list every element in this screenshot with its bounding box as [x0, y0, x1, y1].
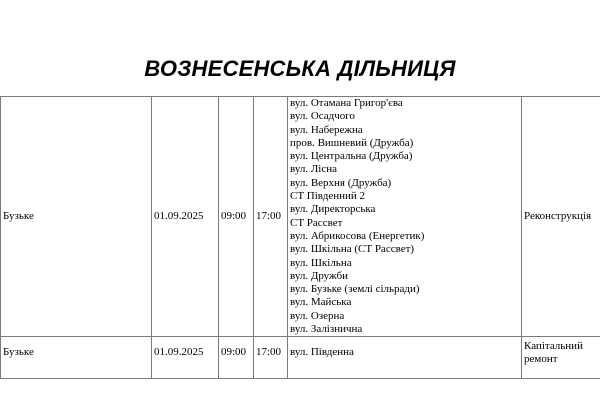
page-title: ВОЗНЕСЕНСЬКА ДІЛЬНИЦЯ	[144, 56, 456, 81]
street-item: вул. Дружби	[290, 269, 348, 282]
street-item: вул. Лісна	[290, 163, 337, 176]
street-item: вул. Отамана Григор'єва	[290, 97, 403, 109]
street-item: вул. Залізнична	[290, 323, 363, 336]
table-row	[1, 337, 600, 379]
street-item: СТ Рассвет	[290, 216, 343, 229]
street-item: вул. Шкільна (СТ Рассвет)	[290, 243, 415, 256]
work-type-cell: Капітальний ремонт	[522, 337, 600, 379]
settlement-cell: Бузьке	[1, 337, 152, 379]
street-item: вул. Верхня (Дружба)	[290, 176, 392, 189]
street-item: вул. Абрикосова (Енергетик)	[290, 229, 425, 242]
time-to-cell: 17:00	[254, 337, 288, 379]
street-item: вул. Шкільна	[290, 256, 352, 269]
streets-cell	[288, 97, 522, 337]
street-item: вул. Директорська	[290, 203, 376, 216]
time-from-cell: 09:00	[219, 337, 254, 379]
street-item: вул. Південна	[290, 346, 354, 359]
street-item: вул. Центральна (Дружба)	[290, 150, 413, 163]
settlement-cell: Бузьке	[1, 97, 152, 337]
streets-cell	[288, 337, 522, 379]
street-item: вул. Майська	[290, 296, 352, 309]
street-item: вул. Набережна	[290, 123, 363, 136]
street-item: СТ Південний 2	[290, 190, 366, 203]
table-row	[1, 97, 600, 337]
outage-schedule-table	[0, 96, 600, 379]
street-item: вул. Озерна	[290, 309, 345, 322]
time-to-cell: 17:00	[254, 97, 288, 337]
street-item: вул. Осадчого	[290, 110, 356, 123]
work-type-cell: Реконструкція	[522, 97, 600, 337]
street-item: вул. Бузьке (землі сільради)	[290, 283, 420, 296]
street-item: пров. Вишневий (Дружба)	[290, 136, 414, 149]
date-cell: 01.09.2025	[152, 97, 219, 337]
date-cell: 01.09.2025	[152, 337, 219, 379]
time-from-cell: 09:00	[219, 97, 254, 337]
